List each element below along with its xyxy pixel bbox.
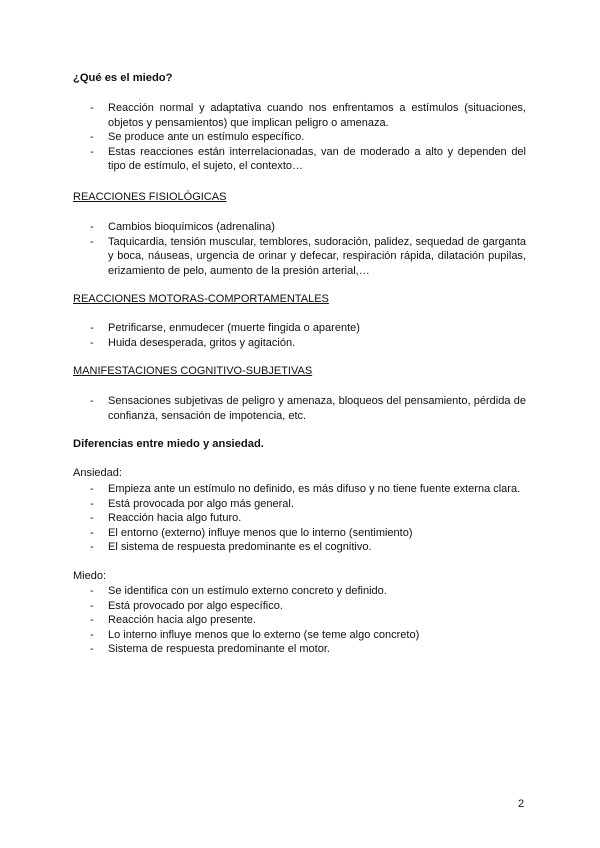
section-title-physiological: REACCIONES FISIOLÓGICAS <box>73 191 227 203</box>
list-item: - Lo interno influye menos que lo externo (se teme algo concreto) <box>88 628 526 643</box>
list-item: - Petrificarse, enmudecer (muerte fingida o aparente) <box>88 321 526 336</box>
list-item: - El sistema de respuesta predominante es el cognitivo. <box>88 540 526 555</box>
list-anxiety <box>88 482 526 555</box>
list-fear <box>88 584 526 657</box>
list-item: - Está provocada por algo más general. <box>88 497 526 512</box>
list-item: - Se produce ante un estímulo específico. <box>88 130 526 145</box>
list-item: - Reacción hacia algo presente. <box>88 613 526 628</box>
list-item: - Huida desesperada, gritos y agitación. <box>88 336 526 351</box>
list-cognitive <box>88 394 526 423</box>
list-item: - Está provocado por algo específico. <box>88 599 526 614</box>
list-item: - Estas reacciones están interrelacionadas, van de moderado a alto y dependen del tipo de estímulo, el sujeto, el contexto… <box>88 145 526 174</box>
list-item: - Reacción hacia algo futuro. <box>88 511 526 526</box>
page-number: 2 <box>518 798 525 810</box>
section-title-motor: REACCIONES MOTORAS-COMPORTAMENTALES <box>73 293 329 305</box>
list-item: - Sistema de respuesta predominante el motor. <box>88 642 526 657</box>
list-motor <box>88 321 526 350</box>
section-title-cognitive: MANIFESTACIONES COGNITIVO-SUBJETIVAS <box>73 365 313 377</box>
anxiety-label: Ansiedad: <box>73 467 122 479</box>
fear-label: Miedo: <box>73 570 107 582</box>
list-item: - Se identifica con un estímulo externo concreto y definido. <box>88 584 526 599</box>
list-item: - Taquicardia, tensión muscular, temblores, sudoración, palidez, sequedad de garganta y boca, náuseas, urgencia de orinar y defecar, respiración rápida, dilatación pupilas, erizamiento de pelo, aumento de la presión arterial,… <box>88 235 526 279</box>
list-item: - Sensaciones subjetivas de peligro y amenaza, bloqueos del pensamiento, pérdida de confianza, sensación de impotencia, etc. <box>88 394 526 423</box>
list-item: - Cambios bioquímicos (adrenalina) <box>88 220 526 235</box>
list-what-is-fear <box>88 101 526 174</box>
section-title-what-is-fear: ¿Qué es el miedo? <box>73 72 173 84</box>
list-item: - Reacción normal y adaptativa cuando nos enfrentamos a estímulos (situaciones, objetos y pensamientos) que implican peligro o amenaza. <box>88 101 526 130</box>
list-physiological <box>88 220 526 278</box>
section-title-differences: Diferencias entre miedo y ansiedad. <box>73 438 264 450</box>
list-item: - Empieza ante un estímulo no definido, es más difuso y no tiene fuente externa clara. <box>88 482 526 497</box>
list-item: - El entorno (externo) influye menos que lo interno (sentimiento) <box>88 526 526 541</box>
